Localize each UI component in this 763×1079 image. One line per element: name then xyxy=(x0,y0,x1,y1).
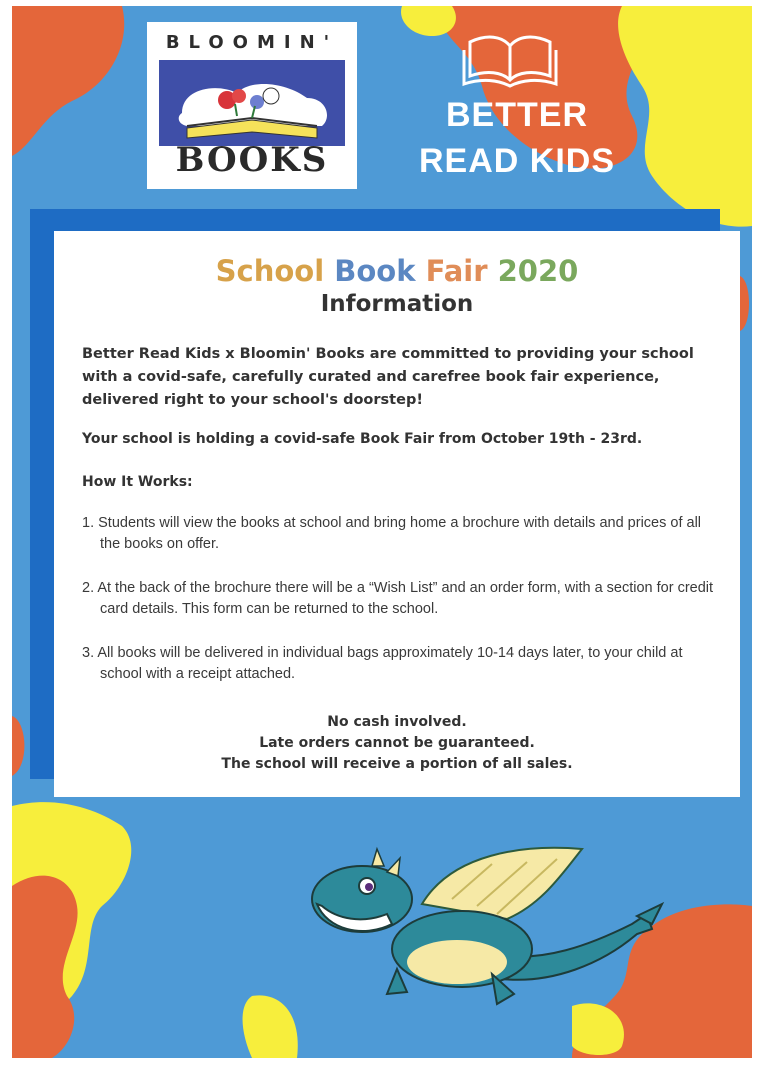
step-item: 3. All books will be delivered in individual bags approximately 10-14 days later, to your child at school with a receipt attached. xyxy=(82,645,683,682)
step-item: 2. At the back of the brochure there will be a “Wish List” and an order form, with a section for credit card details. This form can be returned to the school. xyxy=(82,580,714,617)
logo-top-text: BLOOMIN' xyxy=(165,32,339,53)
step-item: 1. Students will view the books at school and bring home a brochure with details and prices of all the books on offer. xyxy=(82,515,702,552)
yellow-blob-top-mid xyxy=(401,6,456,36)
title-part-fair: Fair xyxy=(425,254,498,288)
logo-bottom-text: BOOKS xyxy=(175,140,329,180)
brk-line2: READ KIDS xyxy=(418,142,616,180)
fair-dates: Your school is holding a covid-safe Book Fair from October 19th - 23rd. xyxy=(82,431,643,447)
open-book-with-flowers-icon xyxy=(157,58,347,148)
title-part-school: School xyxy=(215,254,335,288)
page-title xyxy=(54,253,740,289)
poster-background xyxy=(12,6,752,1058)
open-book-icon xyxy=(462,28,558,88)
intro-paragraph: Better Read Kids x Bloomin' Books are committed to providing your school with a covid-safe, carefully curated and carefree book fair experience, delivered right to your school's doorstep! xyxy=(82,346,694,408)
note-no-cash: No cash involved. xyxy=(327,714,467,730)
information-card xyxy=(54,231,740,797)
orange-blob-right-mid xyxy=(740,276,749,331)
page-subtitle: Information xyxy=(320,291,474,317)
title-part-book: Book xyxy=(334,254,426,288)
yellow-blob-bottom-center xyxy=(243,995,298,1058)
orange-blob-left-mid xyxy=(12,716,24,776)
note-school-portion: The school will receive a portion of all sales. xyxy=(221,756,573,772)
orange-blob-top-left xyxy=(12,6,124,156)
closing-notes xyxy=(54,712,740,775)
flying-dragon-icon xyxy=(292,844,672,1014)
steps-list xyxy=(82,513,722,708)
how-it-works-heading: How It Works: xyxy=(82,474,193,490)
note-late-orders: Late orders cannot be guaranteed. xyxy=(259,735,535,751)
better-read-kids-logo xyxy=(417,92,617,184)
bloomin-books-logo xyxy=(147,22,357,189)
title-part-year: 2020 xyxy=(497,254,579,288)
yellow-blob-top-right xyxy=(618,6,752,227)
brk-line1: BETTER xyxy=(446,96,588,134)
